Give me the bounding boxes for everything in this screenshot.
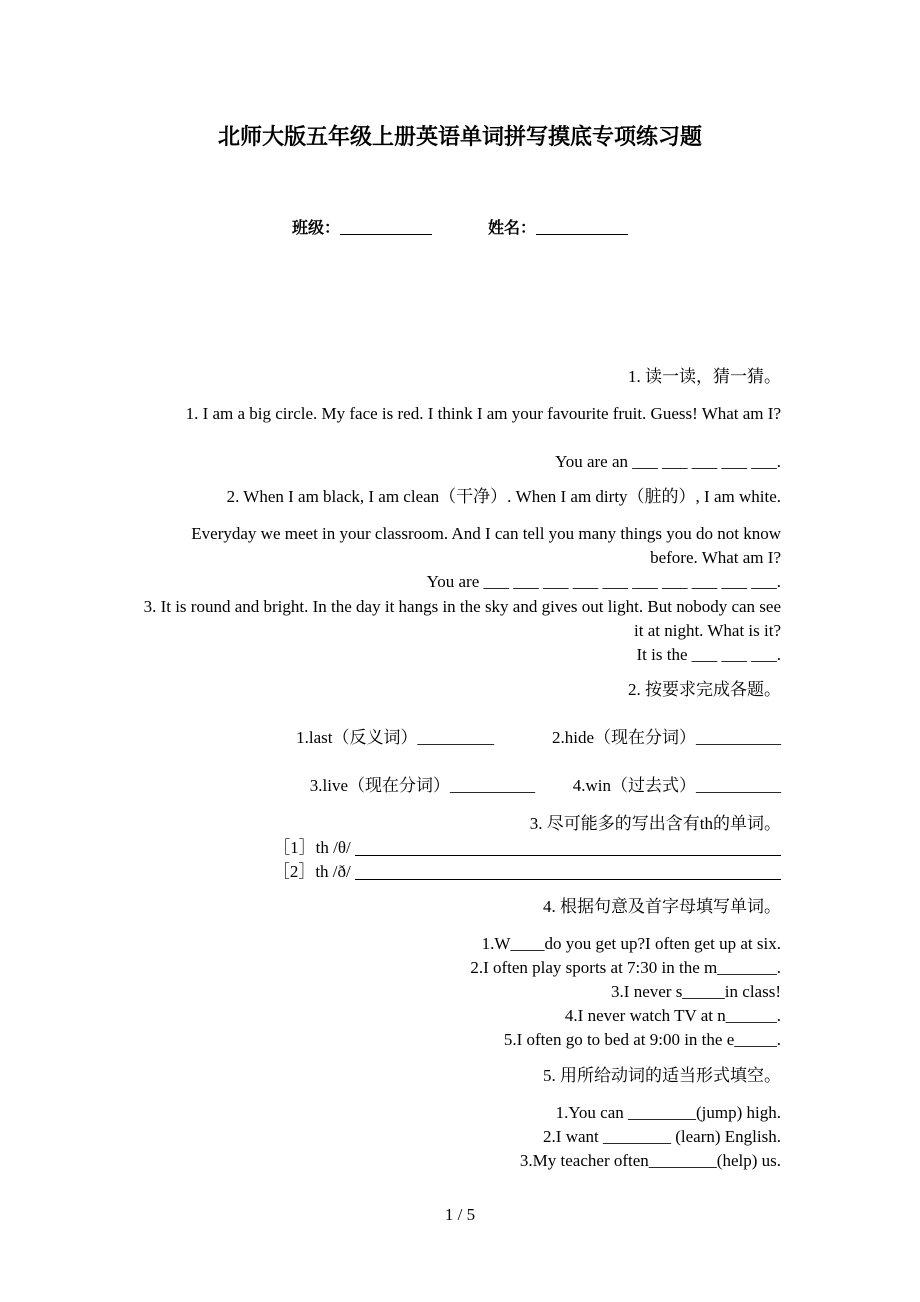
- section1-q2-answer[interactable]: You are ___ ___ ___ ___ ___ ___ ___ ___ ___ ___.: [426, 572, 781, 591]
- page-number: 1 / 5: [444, 1205, 476, 1224]
- section3-heading: 3. 尽可能多的写出含有th的单词。: [529, 814, 781, 833]
- section4-item[interactable]: 3.I never s_____in class!: [611, 982, 781, 1001]
- name-label: 姓名：: [488, 218, 537, 237]
- section5-item[interactable]: 1.You can ________(jump) high.: [555, 1103, 781, 1122]
- name-blank[interactable]: [536, 220, 628, 235]
- section3-item2-label: ［2］th /ð/: [272, 862, 355, 881]
- section4-heading: 4. 根据句意及首字母填写单词。: [543, 897, 781, 916]
- section1-heading: 1. 读一读，猜一猜。: [628, 367, 781, 386]
- section5-item[interactable]: 3.My teacher often________(help) us.: [519, 1151, 781, 1170]
- student-info: [0, 215, 920, 238]
- page-title: 北师大版五年级上册英语单词拼写摸底专项练习题: [217, 125, 702, 150]
- section1-q2-text2: Everyday we meet in your classroom. And I can tell you many things you do not know before. What am I?: [191, 524, 781, 567]
- section3-item2-blank[interactable]: [355, 863, 781, 880]
- section3-item1-blank[interactable]: [355, 839, 781, 856]
- section4-item[interactable]: 2.I often play sports at 7:30 in the m_______.: [470, 958, 781, 977]
- section1-q1-text: 1. I am a big circle. My face is red. I think I am your favourite fruit. Guess! What am I?: [185, 404, 781, 423]
- section1-q3-answer[interactable]: It is the ___ ___ ___.: [636, 645, 781, 664]
- section2-item2[interactable]: 2.hide（现在分词）__________: [551, 728, 781, 747]
- section3-item1-label: ［1］th /θ/: [273, 838, 355, 857]
- section2-heading: 2. 按要求完成各题。: [628, 680, 781, 699]
- section1-q3-text: 3. It is round and bright. In the day it hangs in the sky and gives out light. But nobody can see it at night. What is it?: [143, 597, 781, 640]
- section1-q2-text: 2. When I am black, I am clean（干净）. When I am dirty（脏的）, I am white.: [226, 487, 781, 506]
- section5-item[interactable]: 2.I want ________ (learn) English.: [543, 1127, 781, 1146]
- section2-item3[interactable]: 3.live（现在分词）__________: [309, 776, 535, 795]
- section1-q1-answer[interactable]: You are an ___ ___ ___ ___ ___.: [555, 452, 781, 471]
- section2-item1[interactable]: 1.last（反义词）_________: [296, 728, 494, 747]
- section3-item1[interactable]: [273, 836, 781, 860]
- section3-item2[interactable]: [273, 860, 781, 884]
- section4-item[interactable]: 5.I often go to bed at 9:00 in the e_____.: [503, 1030, 781, 1049]
- section2-item4[interactable]: 4.win（过去式）__________: [572, 776, 781, 795]
- class-label: 班级：: [291, 218, 340, 237]
- section5-heading: 5. 用所给动词的适当形式填空。: [543, 1066, 781, 1085]
- section4-item[interactable]: 1.W____do you get up?I often get up at six.: [481, 934, 781, 953]
- class-blank[interactable]: [340, 220, 432, 235]
- section4-item[interactable]: 4.I never watch TV at n______.: [564, 1006, 781, 1025]
